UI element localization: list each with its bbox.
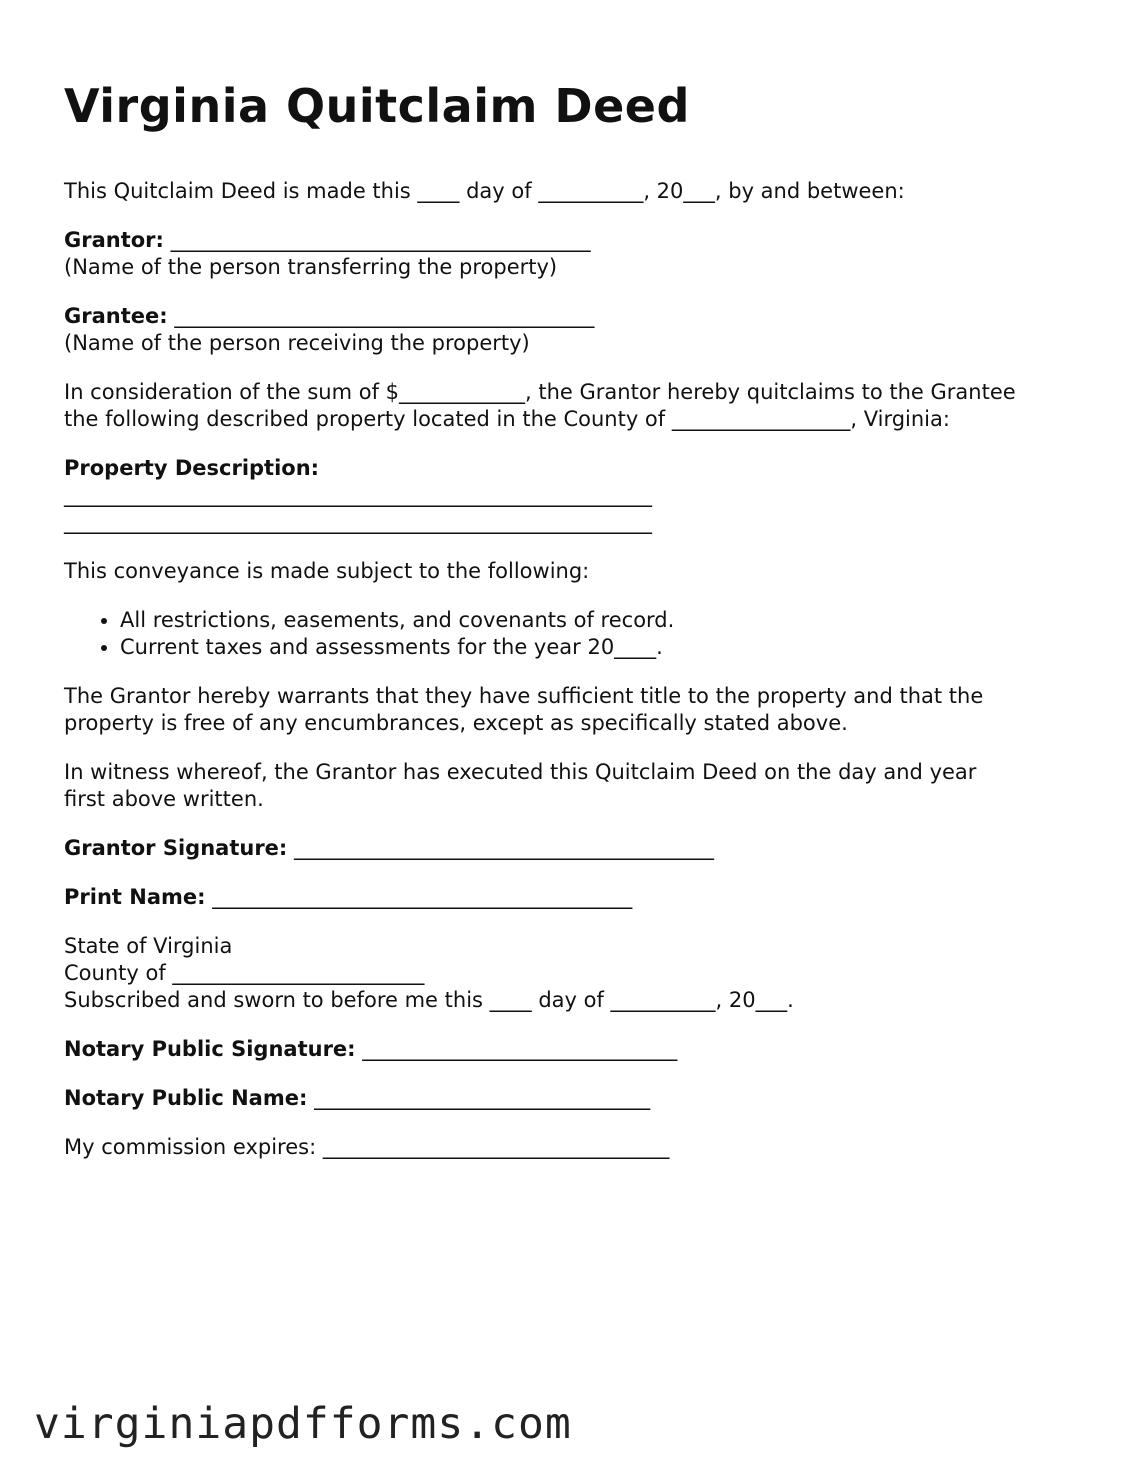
intro-paragraph: This Quitclaim Deed is made this ____ day of __________, 20___, by and between: [64,179,905,203]
print-name-blank[interactable]: ________________________________________ [212,885,633,909]
grantor-signature-field [64,835,1104,862]
witness-paragraph [64,759,1104,813]
consideration-line-1: In consideration of the sum of $____________, the Grantor hereby quitclaims to the Grantee [64,380,1016,404]
witness-line-1: In witness whereof, the Grantor has executed this Quitclaim Deed on the day and year [64,760,977,784]
warranty-paragraph [64,683,1104,737]
warranty-line-1: The Grantor hereby warrants that they have sufficient title to the property and that the [64,684,984,708]
notary-name-blank[interactable]: ________________________________ [314,1086,651,1110]
notary-sworn-line: Subscribed and sworn to before me this ____ day of __________, 20___. [64,988,794,1012]
notary-name-field [64,1085,1104,1112]
witness-line-2: first above written. [64,787,264,811]
notary-signature-label: Notary Public Signature: [64,1037,356,1061]
property-description [64,455,1104,536]
grantor-signature-label: Grantor Signature: [64,836,288,860]
consideration-line-2: the following described property located in the County of _________________, Virginia: [64,407,950,431]
notary-county[interactable]: County of ________________________ [64,961,425,985]
footer-watermark: virginiapdfforms.com [34,1399,572,1449]
notary-signature-blank[interactable]: ______________________________ [362,1037,678,1061]
grantor-field [64,227,1104,281]
consideration-paragraph [64,379,1104,433]
list-item: • All restrictions, easements, and covenants of record. [120,607,1104,634]
notary-signature-field [64,1036,1104,1063]
grantee-label: Grantee: [64,304,168,328]
commission-field [64,1134,1104,1161]
notary-acknowledgment [64,933,1104,1014]
grantee-note: (Name of the person receiving the property) [64,331,530,355]
grantor-note: (Name of the person transferring the property) [64,255,558,279]
grantor-label: Grantor: [64,228,164,252]
print-name-label: Print Name: [64,885,206,909]
warranty-line-2: property is free of any encumbrances, except as specifically stated above. [64,711,848,735]
grantor-signature-blank[interactable]: ________________________________________ [294,836,714,860]
commission-label: My commission expires: [64,1135,317,1159]
property-blank-line-1[interactable]: ________________________________________________________ [64,483,652,507]
property-blank-line-2[interactable]: ________________________________________________________ [64,510,652,534]
grantor-blank[interactable]: ________________________________________ [170,228,591,252]
commission-blank[interactable]: _________________________________ [322,1135,670,1159]
grantee-blank[interactable]: ________________________________________ [174,304,595,328]
grantee-field [64,303,1104,357]
property-description-label: Property Description: [64,456,320,480]
conveyance-list [64,607,1104,661]
print-name-field [64,884,1104,911]
notary-name-label: Notary Public Name: [64,1086,308,1110]
page-title: Virginia Quitclaim Deed [64,79,690,133]
deed-document [64,78,1104,1183]
notary-state: State of Virginia [64,934,233,958]
conveyance-intro: This conveyance is made subject to the following: [64,559,590,583]
list-item: • Current taxes and assessments for the year 20____. [120,634,1104,661]
